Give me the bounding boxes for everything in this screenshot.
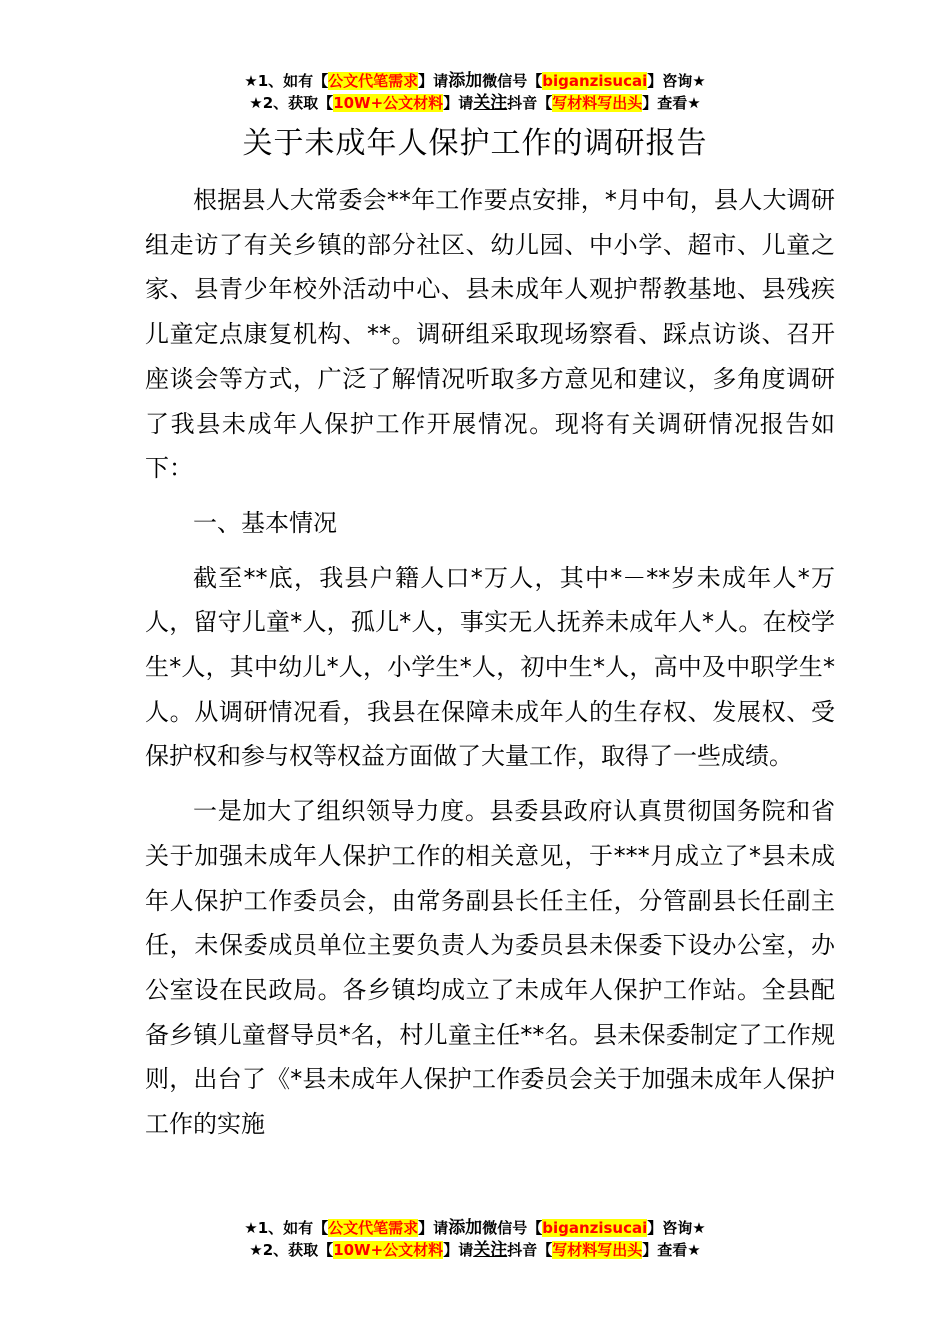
section-heading: 一、基本情况 bbox=[193, 508, 337, 537]
banner-text: ★2、获取【 bbox=[249, 94, 334, 112]
paragraph-intro: 根据县人大常委会**年工作要点安排，*月中旬，县人大调研组走访了有关乡镇的部分社区、幼儿园、中小学、超市、儿童之家、县青少年校外活动中心、县未成年人观护帮教基地、县残疾儿童定点康复机构、**。调研组采取现场察看、踩点访谈、召开座谈会等方式，广泛了解情况听取多方意见和建议，多角度调研了我县未成年人保护工作开展情况。现将有关调研情况报告如下： bbox=[145, 186, 835, 483]
banner-emphasis: 添加 bbox=[448, 1218, 483, 1238]
banner-highlight: 10W+公文材料 bbox=[333, 94, 444, 112]
banner-text: ★1、如有【 bbox=[244, 1219, 329, 1237]
banner-text: 抖音【 bbox=[507, 94, 553, 112]
banner-highlight: biganzisucai bbox=[542, 1219, 648, 1237]
banner-text: 微信号【 bbox=[482, 1219, 543, 1237]
banner-highlight: 写材料写出头 bbox=[552, 1241, 643, 1259]
banner-text: 抖音【 bbox=[507, 1241, 553, 1259]
banner-line-2 bbox=[0, 92, 950, 114]
banner-line-1 bbox=[0, 1217, 950, 1239]
banner-highlight: biganzisucai bbox=[542, 72, 648, 90]
banner-highlight: 写材料写出头 bbox=[552, 94, 643, 112]
banner-text: 】请 bbox=[443, 1241, 474, 1259]
document-body bbox=[145, 178, 835, 1157]
banner-line-2 bbox=[0, 1239, 950, 1261]
banner-text: 】咨询★ bbox=[647, 72, 706, 90]
banner-text: 】请 bbox=[418, 72, 449, 90]
banner-text: 微信号【 bbox=[482, 72, 543, 90]
banner-text: 】查看★ bbox=[642, 94, 701, 112]
document-title: 关于未成年人保护工作的调研报告 bbox=[242, 126, 708, 161]
banner-emphasis: 添加 bbox=[448, 71, 483, 91]
banner-highlight: 公文代笔需求 bbox=[328, 72, 419, 90]
footer-banner bbox=[0, 1217, 950, 1261]
banner-text: ★1、如有【 bbox=[244, 72, 329, 90]
paragraph-basic-situation: 截至**底，我县户籍人口*万人，其中*－**岁未成年人*万人，留守儿童*人，孤儿*人，事实无人抚养未成年人*人。在校学生*人，其中幼儿*人，小学生*人，初中生*人，高中及中职学生*人。从调研情况看，我县在保障未成年人的生存权、发展权、受保护权和参与权等权益方面做了大量工作，取得了一些成绩。 bbox=[145, 563, 835, 771]
header-banner bbox=[0, 70, 950, 114]
banner-text: 】查看★ bbox=[642, 1241, 701, 1259]
banner-text: ★2、获取【 bbox=[249, 1241, 334, 1259]
banner-line-1 bbox=[0, 70, 950, 92]
banner-highlight: 10W+公文材料 bbox=[333, 1241, 444, 1259]
banner-text: 】请 bbox=[443, 94, 474, 112]
banner-highlight: 公文代笔需求 bbox=[328, 1219, 419, 1237]
banner-emphasis: 关注 bbox=[473, 93, 508, 113]
banner-text: 】咨询★ bbox=[647, 1219, 706, 1237]
paragraph-organization: 一是加大了组织领导力度。县委县政府认真贯彻国务院和省关于加强未成年人保护工作的相关意见，于***月成立了*县未成年人保护工作委员会，由常务副县长任主任，分管副县长任副主任，未保委成员单位主要负责人为委员县未保委下设办公室，办公室设在民政局。各乡镇均成立了未成年人保护工作站。全县配备乡镇儿童督导员*名，村儿童主任**名。县未保委制定了工作规则，出台了《*县未成年人保护工作委员会关于加强未成年人保护工作的实施 bbox=[145, 797, 835, 1139]
banner-emphasis: 关注 bbox=[473, 1240, 508, 1260]
banner-text: 】请 bbox=[418, 1219, 449, 1237]
